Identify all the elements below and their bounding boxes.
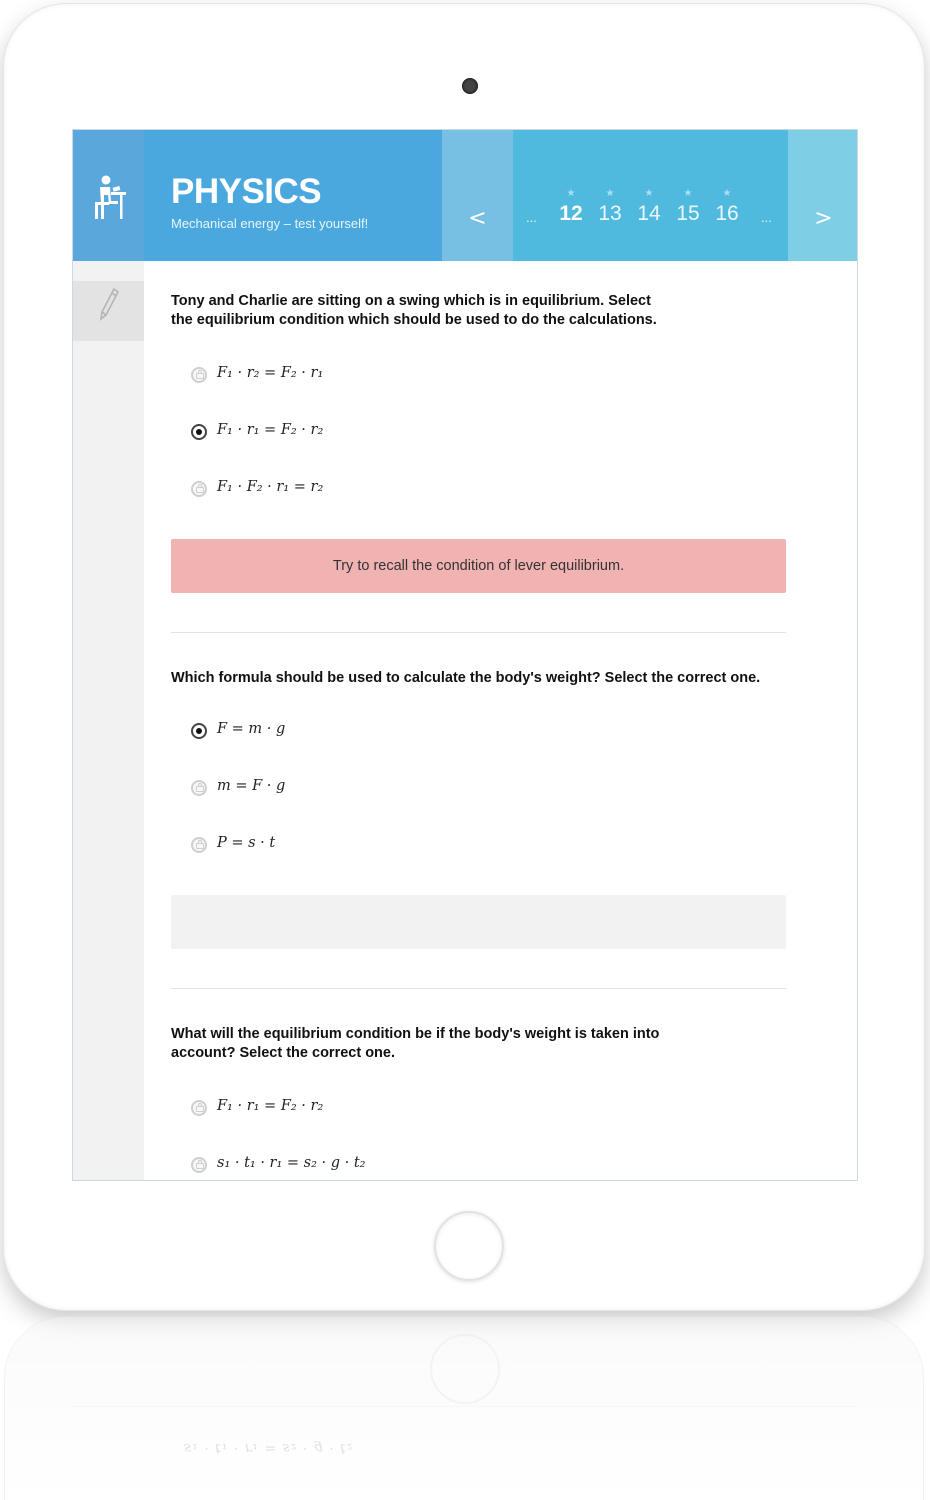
radio-selected[interactable]	[191, 723, 207, 739]
page-star-icon: ★	[683, 188, 693, 199]
sidebar-item-notes[interactable]	[73, 281, 144, 341]
page-number-current[interactable]: 12	[559, 202, 583, 225]
option-formula: F₁ · r₂ = F₂ · r₁	[217, 365, 324, 381]
page-title: PHYSICS	[171, 172, 322, 211]
lock-icon	[196, 786, 204, 792]
lock-icon	[196, 373, 204, 379]
page-star-icon: ★	[566, 188, 576, 199]
reflection-screen	[72, 1406, 858, 1467]
page-number[interactable]: 15	[676, 202, 700, 225]
feedback-empty	[171, 895, 786, 949]
feedback-hint	[171, 539, 786, 593]
pagination-ellipsis-left: ...	[526, 210, 537, 225]
divider	[171, 632, 786, 633]
radio-selected[interactable]	[191, 424, 207, 440]
lock-icon	[196, 843, 204, 849]
option-formula: F = m · g	[217, 721, 286, 737]
reflection-text: s₁ · t₁ · r₁ = s₂ · g · t₂	[184, 1440, 354, 1456]
questions-area	[144, 261, 858, 1181]
pagination-ellipsis-right: ...	[761, 210, 772, 225]
question-1-text	[171, 292, 657, 330]
sidebar	[73, 261, 144, 1181]
question-3-text	[171, 1025, 659, 1063]
header-title-cell	[144, 130, 442, 261]
lock-icon	[196, 487, 204, 493]
question-1-line-1: Tony and Charlie are sitting on a swing which is in equilibrium. Select	[171, 293, 651, 309]
page-number[interactable]: 14	[637, 202, 661, 225]
pagination	[513, 130, 788, 261]
radio-locked[interactable]	[191, 1157, 207, 1173]
lock-icon	[196, 1163, 204, 1169]
page-star-icon: ★	[605, 188, 615, 199]
radio-locked[interactable]	[191, 837, 207, 853]
option-formula: P = s · t	[217, 835, 276, 851]
app-screen	[72, 129, 858, 1181]
lock-icon	[196, 1106, 204, 1112]
page-star-icon: ★	[722, 188, 732, 199]
header-bar	[73, 130, 858, 261]
option-formula: F₁ · F₂ · r₁ = r₂	[217, 479, 324, 495]
prev-page-button[interactable]: <	[442, 130, 513, 261]
option-formula: F₁ · r₁ = F₂ · r₂	[217, 1098, 324, 1114]
question-2-text	[171, 669, 760, 688]
camera-icon	[462, 78, 478, 94]
page-number[interactable]: 13	[598, 202, 622, 225]
reflection-home-button	[430, 1334, 500, 1404]
question-3-line-1: What will the equilibrium condition be if the body's weight is taken into	[171, 1026, 660, 1042]
question-1-line-2: the equilibrium condition which should be used to do the calculations.	[171, 312, 657, 328]
header-icon-cell	[73, 130, 144, 261]
radio-locked[interactable]	[191, 1100, 207, 1116]
student-at-desk-icon	[73, 130, 144, 261]
feedback-text: Try to recall the condition of lever equilibrium.	[332, 558, 625, 574]
divider	[171, 988, 786, 989]
radio-locked[interactable]	[191, 367, 207, 383]
question-3-line-2: account? Select the correct one.	[171, 1045, 396, 1061]
option-formula: F₁ · r₁ = F₂ · r₂	[217, 422, 324, 438]
tablet-reflection	[4, 1316, 924, 1500]
page-subtitle: Mechanical energy – test yourself!	[171, 216, 369, 231]
page-star-icon: ★	[644, 188, 654, 199]
radio-locked[interactable]	[191, 780, 207, 796]
pencil-icon	[73, 281, 144, 341]
question-2-line-1: Which formula should be used to calculate the body's weight? Select the correct one.	[171, 670, 761, 686]
next-page-button[interactable]: >	[788, 130, 858, 261]
page-number[interactable]: 16	[715, 202, 739, 225]
option-formula: m = F · g	[217, 778, 286, 794]
home-button[interactable]	[434, 1211, 504, 1281]
radio-locked[interactable]	[191, 481, 207, 497]
option-formula: s₁ · t₁ · r₁ = s₂ · g · t₂	[217, 1155, 366, 1171]
